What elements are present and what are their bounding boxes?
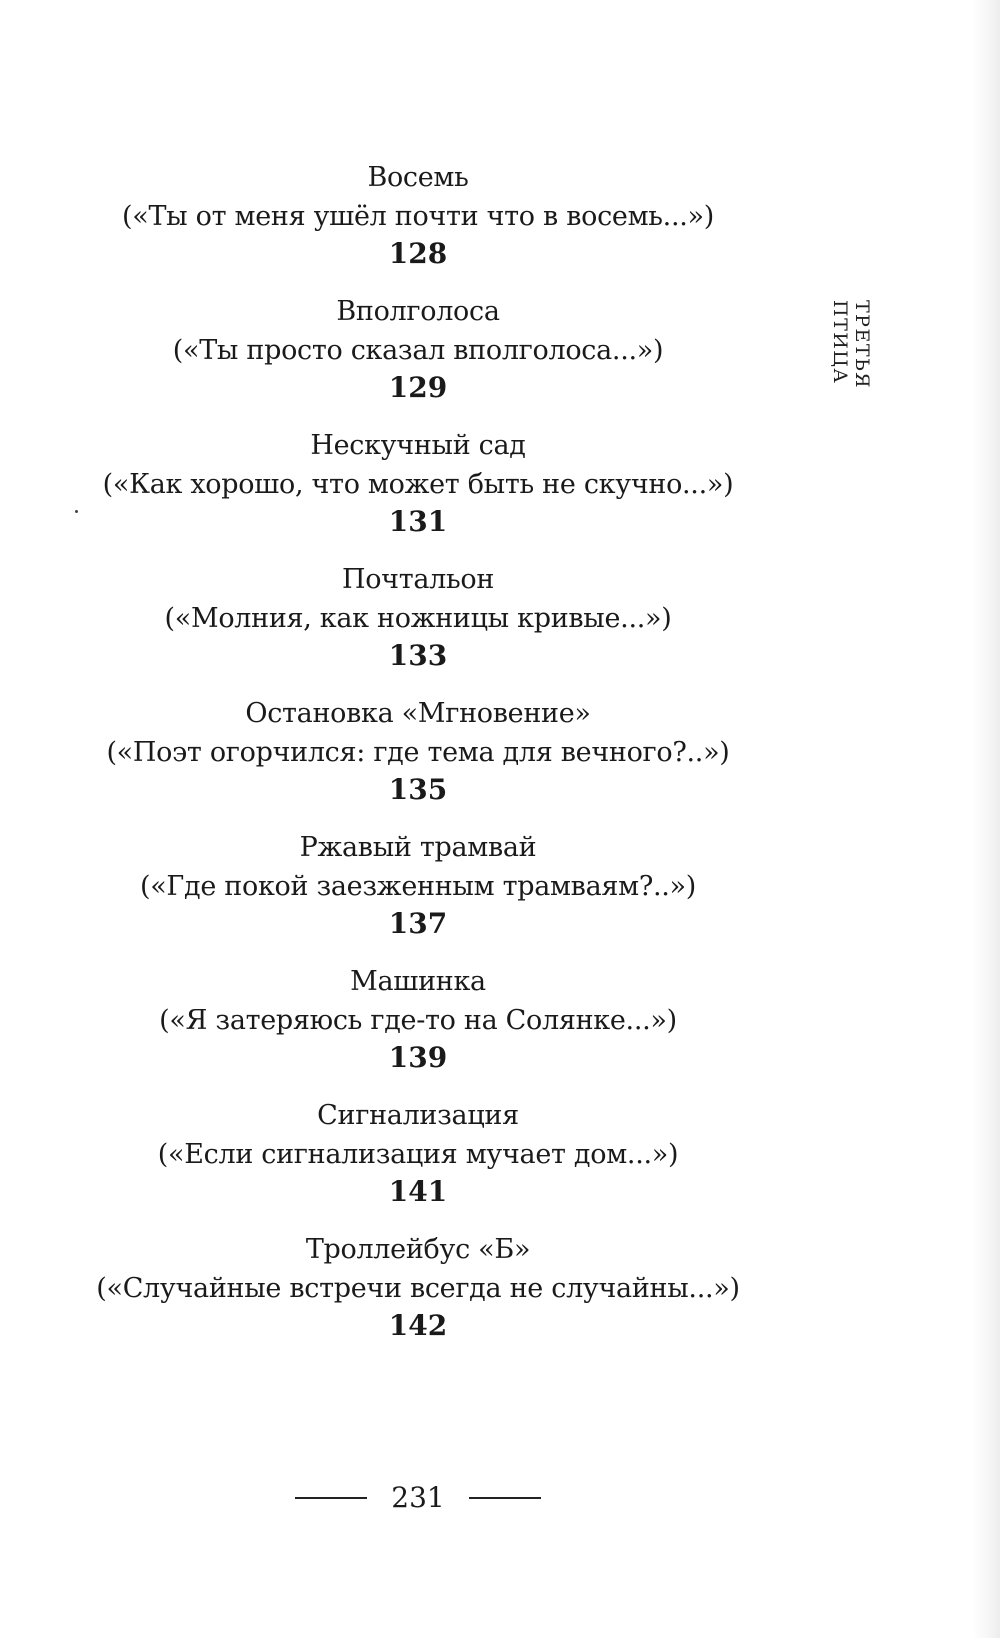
poem-first-line: («Как хорошо, что может быть не скучно...»): [102, 469, 734, 500]
toc-entry: [0, 962, 836, 1076]
toc-entry: [0, 1096, 836, 1210]
poem-first-line: («Я затеряюсь где-то на Солянке...»): [159, 1005, 677, 1036]
poem-title: Сигнализация: [317, 1100, 519, 1131]
page-number: 139: [388, 1041, 448, 1074]
page-number: 133: [388, 639, 448, 672]
page-number: 128: [388, 237, 448, 270]
poem-first-line: («Молния, как ножницы кривые...»): [164, 603, 672, 634]
poem-first-line: («Ты от меня ушёл почти что в восемь...»): [122, 201, 714, 232]
poem-title: Почтальон: [341, 564, 495, 595]
toc-entry: [0, 828, 836, 942]
page-number: 142: [388, 1309, 448, 1342]
page-footer: [0, 1480, 836, 1516]
poem-title: Нескучный сад: [310, 430, 526, 461]
poem-first-line: («Где покой заезженным трамваям?..»): [139, 871, 697, 902]
page-number: 141: [388, 1175, 448, 1208]
footer-rule-right: [469, 1497, 541, 1499]
poem-first-line: («Если сигнализация мучает дом...»): [157, 1139, 679, 1170]
page-number: 137: [388, 907, 448, 940]
poem-title: Восемь: [367, 162, 469, 193]
toc-entry: [0, 158, 836, 272]
poem-title: Ржавый трамвай: [299, 832, 537, 863]
toc-entry: [0, 1230, 836, 1344]
poem-title: Машинка: [350, 966, 486, 997]
table-of-contents: [0, 158, 836, 1364]
poem-title: Троллейбус «Б»: [305, 1234, 531, 1265]
page-number: 131: [388, 505, 448, 538]
toc-entry: [0, 292, 836, 406]
page-number: 129: [388, 371, 448, 404]
poem-first-line: («Поэт огорчился: где тема для вечного?..»): [106, 737, 730, 768]
toc-entry: [0, 426, 836, 540]
page-edge-shadow: [972, 0, 1000, 1638]
toc-entry: [0, 560, 836, 674]
poem-first-line: («Ты просто сказал вполголоса...»): [172, 335, 664, 366]
poem-first-line: («Случайные встречи всегда не случайны...»): [96, 1273, 740, 1304]
footer-rule-left: [295, 1497, 367, 1499]
running-head: ТРЕТЬЯ ПТИЦА: [829, 300, 873, 390]
page-number: 135: [388, 773, 448, 806]
poem-title: Вполголоса: [336, 296, 500, 327]
folio-number: 231: [391, 1481, 445, 1514]
toc-entry: [0, 694, 836, 808]
poem-title: Остановка «Мгновение»: [245, 698, 591, 729]
